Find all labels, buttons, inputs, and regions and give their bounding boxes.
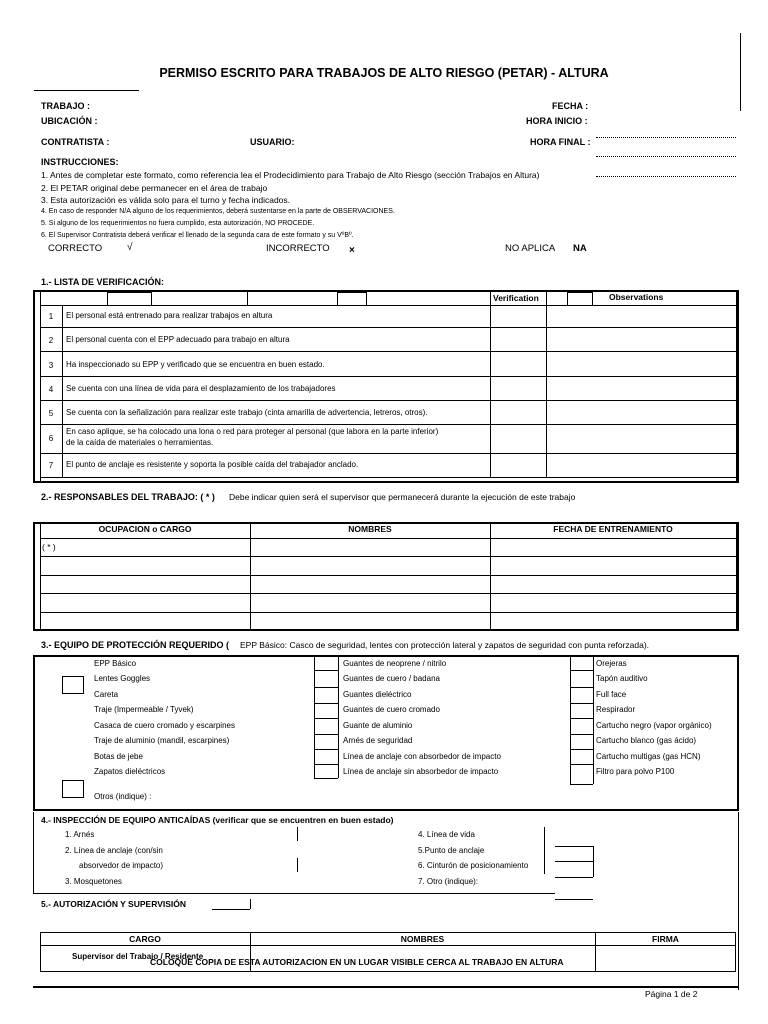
instruction-item: 5. Si alguno de los requerimientos no fuera cumplido, esta autorización, NO PROCEDE. [41, 220, 315, 227]
header-box [337, 292, 367, 306]
col-firma: FIRMA [652, 934, 679, 944]
anticaidas-item: 7. Otro (indique): [418, 877, 479, 886]
section5-title: 5.- AUTORIZACIÓN Y SUPERVISIÓN [41, 899, 187, 909]
section4-title: 4.- INSPECCIÓN DE EQUIPO ANTICAÍDAS (verificar que se encuentren en buen estado) [41, 815, 394, 825]
instruction-item: 3. Esta autorización es válida solo para el turno y fecha indicados. [41, 195, 291, 205]
anticaidas-item: 3. Mosquetones [65, 877, 122, 886]
checklist-item: El punto de anclaje es resistente y soporta la posible caída del trabajador anclado. [66, 460, 359, 469]
col-cargo: CARGO [129, 934, 161, 944]
usuario-label: USUARIO: [250, 137, 295, 147]
notice-text: COLOQUE COPIA DE ESTA AUTORIZACION EN UN LUGAR VISIBLE CERCA AL TRABAJO EN ALTURA [150, 957, 564, 967]
epp-item: Botas de jebe [94, 752, 143, 761]
epp-item: Orejeras [596, 659, 627, 668]
instruction-item: 2. El PETAR original debe permanecer en el área de trabajo [41, 183, 268, 193]
header-box [567, 292, 593, 306]
fecha-label: FECHA : [552, 101, 589, 111]
epp-item: EPP Básico [94, 659, 137, 668]
section1-title: 1.- LISTA DE VERIFICACIÓN: [41, 277, 165, 287]
contratista-label: CONTRATISTA : [41, 137, 110, 147]
page-title: PERMISO ESCRITO PARA TRABAJOS DE ALTO RIESGO (PETAR) - ALTURA [159, 66, 609, 80]
epp-item: Línea de anclaje sin absorbedor de impacto [343, 767, 499, 776]
row-num: 3 [48, 361, 54, 370]
row-num: 2 [48, 336, 54, 345]
legend-no-aplica: NO APLICA [505, 243, 556, 254]
instrucciones-title: INSTRUCCIONES: [41, 157, 119, 167]
epp-item: Tapón auditivo [596, 674, 648, 683]
section3-subtitle: EPP Básico: Casco de seguridad, lentes con protección lateral y zapatos de seguridad con punta reforzada). [240, 640, 650, 650]
section3-title: 3.- EQUIPO DE PROTECCIÓN REQUERIDO ( [41, 640, 230, 650]
epp-item: Cartucho negro (vapor orgánico) [596, 721, 712, 730]
legend-na: NA [573, 243, 587, 254]
section2-title: 2.- RESPONSABLES DEL TRABAJO: ( * ) [41, 492, 215, 502]
row-num: 4 [48, 385, 54, 394]
anticaidas-item: 5.Punto de anclaje [418, 846, 485, 855]
checklist-item: En caso aplique, se ha colocado una lona o red para proteger al personal (que labora en la parte inferior) [66, 427, 439, 436]
epp-item: Cartucho multigas (gas HCN) [596, 752, 701, 761]
checklist-item-cont: de la caída de materiales o herramientas. [66, 438, 214, 447]
check-icon: √ [127, 242, 133, 253]
anticaidas-item-cont: absorvedor de impacto) [79, 861, 164, 870]
row-num: 1 [48, 312, 54, 321]
blank-field[interactable] [596, 156, 736, 157]
col-nombres: NOMBRES [348, 524, 392, 534]
supervisor-marker: ( * ) [42, 542, 56, 552]
col-ocupacion: OCUPACION o CARGO [98, 524, 192, 534]
blank-field[interactable] [596, 176, 736, 177]
epp-item: Arnés de seguridad [343, 736, 413, 745]
instruction-item: 4. En caso de responder N/A alguno de los requerimientos, deberá sustentarse en la parte de OBSERVACIONES. [41, 208, 395, 215]
instruction-item: 6. El Supervisor Contratista deberá verificar el llenado de la segunda cara de este formato y su VºBº. [41, 232, 354, 239]
hora-final-label: HORA FINAL : [530, 137, 591, 147]
legend-incorrecto: INCORRECTO [266, 243, 330, 254]
trabajo-label: TRABAJO : [41, 101, 90, 111]
row-num: 6 [48, 434, 54, 443]
checklist-item: El personal cuenta con el EPP adecuado para trabajo en altura [66, 335, 290, 344]
hora-final-field[interactable] [596, 137, 736, 138]
epp-item: Cartucho blanco (gas ácido) [596, 736, 697, 745]
epp-item: Careta [94, 690, 119, 699]
epp-item: Traje de aluminio (mandil, escarpines) [94, 736, 230, 745]
checklist-item: Ha inspeccionado su EPP y verificado que se encuentra en buen estado. [66, 360, 325, 369]
anticaidas-item: 4. Línea de vida [418, 830, 475, 839]
epp-item: Casaca de cuero cromado y escarpines [94, 721, 235, 730]
epp-item: Respirador [596, 705, 636, 714]
instruction-item: 1. Antes de completar este formato, como referencia lea el Prodecidimiento para Trabajo de Alto Riesgo (sección Trabajos en Altura) [41, 170, 540, 180]
epp-item: Guantes dieléctrico [343, 690, 412, 699]
page-number: Página 1 de 2 [645, 989, 698, 999]
epp-item: Línea de anclaje con absorbedor de impacto [343, 752, 501, 761]
col-nombres: NOMBRES [400, 934, 445, 944]
anticaidas-item: 1. Arnés [65, 830, 95, 839]
otros-checkbox[interactable] [62, 780, 84, 798]
supervisor-cargo: Supervisor del Trabajo / Residente [72, 952, 204, 961]
ubicacion-label: UBICACIÓN : [41, 116, 98, 126]
anticaidas-item: 6. Cinturón de posicionamiento [418, 861, 529, 870]
checklist-item: Se cuenta con una línea de vida para el desplazamiento de los trabajadores [66, 384, 336, 393]
hora-inicio-label: HORA INICIO : [526, 116, 588, 126]
cross-icon: × [349, 245, 355, 256]
epp-item: Guante de aluminio [343, 721, 413, 730]
col-observations: Observations [609, 292, 664, 302]
epp-item: Guantes de neoprene / nitrilo [343, 659, 447, 668]
row-num: 5 [48, 409, 54, 418]
otros-label: Otros (indique) : [94, 792, 152, 801]
checklist-item: Se cuenta con la señalización para realizar este trabajo (cinta amarilla de advertencia, letreros, otros). [66, 408, 428, 417]
legend-correcto: CORRECTO [48, 243, 103, 254]
epp-checkbox[interactable] [62, 676, 84, 694]
epp-item: Traje (Impermeable / Tyvek) [94, 705, 194, 714]
section2-subtitle: Debe indicar quien será el supervisor que permanecerá durante la ejecución de este trabajo [229, 492, 576, 502]
epp-item: Guantes de cuero / badana [343, 674, 440, 683]
epp-item: Zapatos dieléctricos [94, 767, 166, 776]
col-verification: Verification [493, 293, 539, 303]
header-underline [34, 90, 139, 91]
checklist-item: El personal está entrenado para realizar trabajos en altura [66, 311, 273, 320]
anticaidas-item: 2. Línea de anclaje (con/sin [65, 846, 163, 855]
epp-item: Guantes de cuero cromado [343, 705, 440, 714]
row-num: 7 [48, 461, 54, 470]
epp-item: Full face [596, 690, 627, 699]
epp-item: Lentes Goggles [94, 674, 151, 683]
header-box [107, 292, 152, 306]
epp-item: Filtro para polvo P100 [596, 767, 675, 776]
col-fecha-entrenamiento: FECHA DE ENTRENAMIENTO [553, 524, 673, 534]
